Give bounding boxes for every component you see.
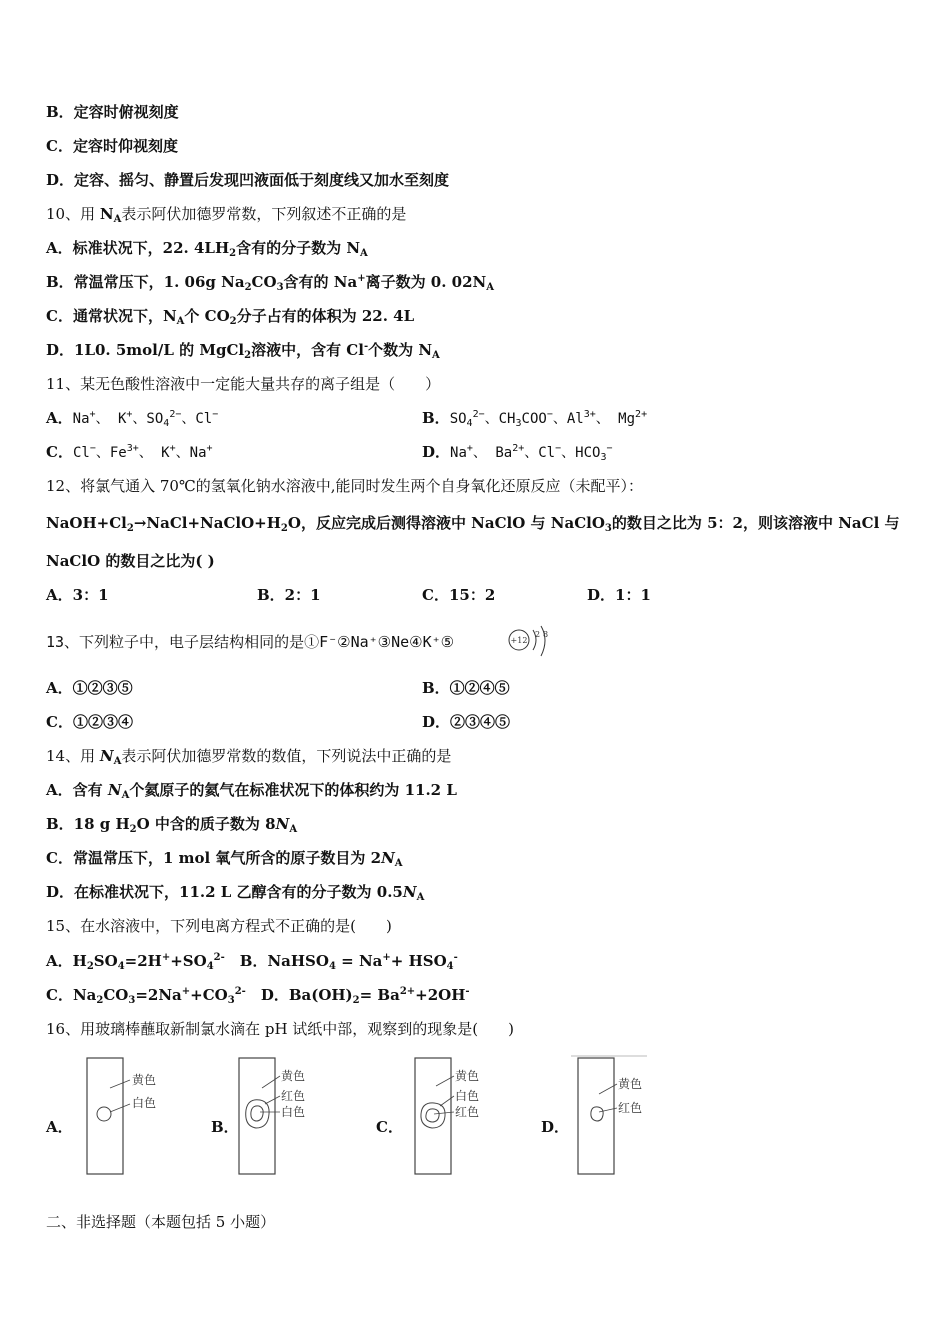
q12-stem-line1: 12、将氯气通入 70℃的氢氧化钠水溶液中,能同时发生两个自身氧化还原反应（未配平）： [46,477,643,495]
q14-stem: 14、用 $N_A$表示阿伏加德罗常数的数值，下列说法中正确的是 [46,747,452,767]
fig-a-label-top: 黄色 [132,1073,157,1087]
q10-stem: 10、用 $N_A$表示阿伏加德罗常数，下列叙述不正确的是 [46,205,407,225]
q16-option-b: B． [211,1118,239,1136]
q12-option-d: D．1：1 [587,586,651,604]
fig-a-label-mid: 白色 [132,1096,157,1110]
section2-title: 二、非选择题（本题包括 5 小题） [46,1213,276,1231]
q14-option-c: C．常温常压下，1 mol 氧气所含的原子数目为 $2N_A$ [46,849,403,869]
q13-stem: 13、下列粒子中，电子层结构相同的是①F⁻②Na⁺③Ne④K⁺⑤ [46,633,455,651]
q9-option-c: C．定容时仰视刻度 [46,137,178,155]
q12-option-a: A．3：1 [46,586,109,604]
q16-stem: 16、用玻璃棒蘸取新制氯水滴在 pH 试纸中部，观察到的现象是( ) [46,1020,515,1038]
mg-shell1-label: 2 [535,630,541,639]
q13-option-a: A．①②③⑤ [46,679,133,697]
q16-figure-c [408,1054,498,1178]
fig-b-label-top: 黄色 [281,1069,306,1083]
q13-option-c: C．①②③④ [46,713,133,731]
q12-stem-line3: NaClO 的数目之比为( ) [46,552,215,570]
fig-d-label-top: 黄色 [618,1077,643,1091]
mg-ion-structure-diagram [506,624,552,664]
fig-c-label-top: 黄色 [455,1069,480,1083]
fig-c-label-mid: 白色 [455,1089,480,1103]
q9-option-d: D．定容、摇匀、静置后发现凹液面低于刻度线又加水至刻度 [46,171,450,189]
q14-option-b: B．18 g $H_2O$ 中含的质子数为 $8N_A$ [46,815,298,835]
fig-d-label-mid: 红色 [618,1101,643,1115]
q10-option-c: C．通常状况下，$N_A$个 $CO_2$分子占有的体积为 22. 4L [46,307,415,327]
q16-option-a: A． [46,1118,73,1136]
fig-c-label-low: 红色 [455,1105,480,1119]
q11-options-cd: C．Cl−、$Fe^{3+}$、 K+、Na+ D．Na+、 $Ba^{2+}$、Cl−、$HCO_3^-$ [46,443,613,463]
q16-option-c: C． [376,1118,403,1136]
q10-option-d: D．1L0. 5mol/L 的 MgCl$_2$溶液中，含有 Cl-个数为 $N_A$ [46,341,440,361]
q10-option-a: A．标准状况下，22. $4LH_2$含有的分子数为 $N_A$ [46,239,368,259]
q11-options-ab: A．Na+、 K+、$SO_4^{2-}$、Cl− B．$SO_4^{2-}$、$CH_3COO^-$、$Al^{3+}$、 $Mg^{2+}$ [46,409,648,429]
fig-b-label-low: 白色 [281,1105,306,1119]
q16-figure-a [80,1054,170,1178]
q11-stem: 11、某无色酸性溶液中一定能大量共存的离子组是（ ） [46,375,441,393]
q10-option-b: B．常温常压下，1. 06g $Na_2CO_3$含有的 Na+离子数为 0. $02N_A$ [46,273,495,293]
q16-figure-d [571,1054,661,1178]
fig-b-label-mid: 红色 [281,1089,306,1103]
q14-option-d: D．在标准状况下，11.2 L 乙醇含有的分子数为 $0.5N_A$ [46,883,425,903]
q15-options-ab: A．$H_2SO_4=2H^++SO_4^{2-}$ B．NaHSO$_4$ = $Na^++ HSO_4^-$ [46,952,458,972]
q15-options-cd: C．$Na_2CO_3=2Na^++CO_3^{2-}$ D．$Ba(OH)_2= Ba^{2+}+2OH^-$ [46,986,470,1006]
q13-option-b: B．①②④⑤ [422,679,510,697]
q12-stem-line2: $NaOH+Cl_2\to NaCl+NaClO+H_2O$，反应完成后测得溶液中 NaClO 与 NaClO$_3$的数目之比为 5：2，则该溶液中 NaCl 与 [46,514,900,534]
q12-options [46,585,926,605]
q12-option-c: C．15：2 [422,586,496,604]
mg-shell2-label: 8 [543,630,549,639]
q13-option-d: D．②③④⑤ [422,713,511,731]
q16-figure-b [232,1054,322,1178]
q12-option-b: B．2：1 [257,586,321,604]
q16-option-d: D． [541,1118,570,1136]
q9-option-b: B．定容时俯视刻度 [46,103,179,121]
q13-options-cd [46,712,926,732]
q15-stem: 15、在水溶液中，下列电离方程式不正确的是( ) [46,917,392,935]
q14-option-a: A．含有 $N_A$个氦原子的氦气在标准状况下的体积约为 11.2 L [46,781,457,801]
q13-options-ab [46,678,926,698]
mg-nucleus-label: +12 [510,636,528,645]
